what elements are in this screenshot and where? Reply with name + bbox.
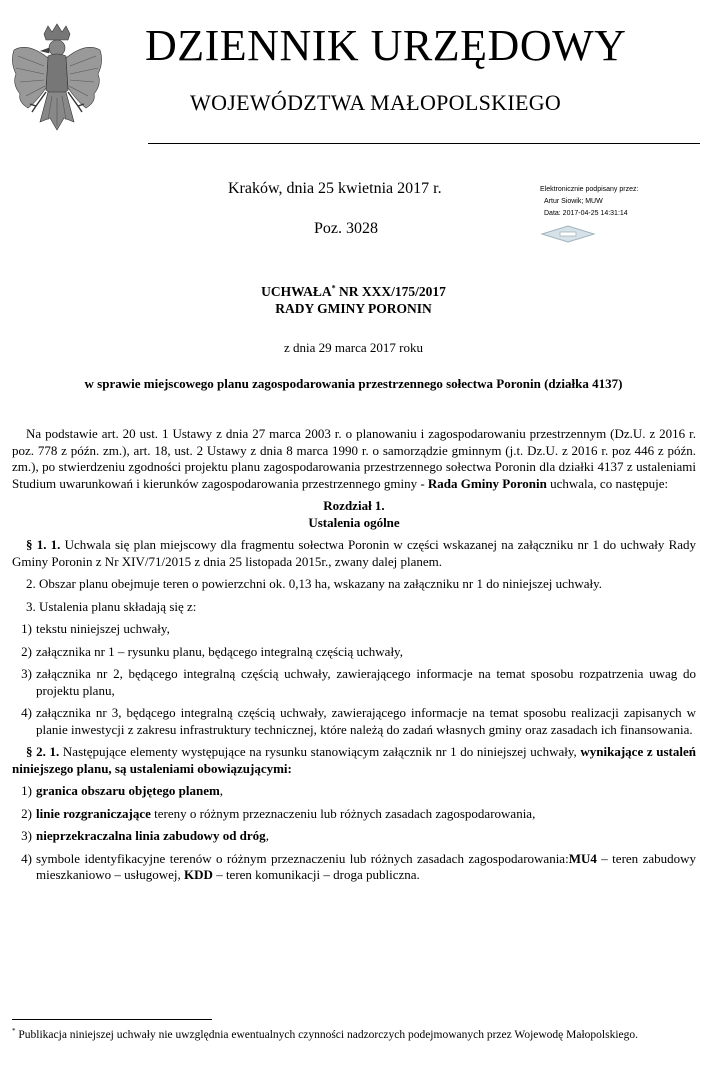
resolution-council: RADY GMINY PORONIN: [275, 301, 432, 316]
list-item-tail: tereny o różnym przeznaczeniu lub różnych zasadach zagospodarowania,: [150, 805, 536, 821]
paragraph-1-mark: § 1. 1.: [26, 537, 61, 552]
list-item-number: 2): [21, 805, 32, 821]
list-item-number: 4): [21, 705, 32, 720]
list-item-number: 2): [21, 643, 32, 659]
list-item: [12, 851, 696, 884]
signature-verification-icon: [540, 224, 596, 244]
resolution-number: NR XXX/175/2017: [335, 284, 446, 299]
list-item: [12, 783, 696, 800]
paragraph-1-3: 3. Ustalenia planu składają się z:: [26, 598, 197, 614]
list-item-text-c: – teren komunikacji – droga publiczna.: [212, 867, 420, 882]
footnote-mark: *: [12, 1027, 16, 1036]
chapter-title: Rozdział 1.: [323, 498, 385, 513]
components-list: [12, 621, 696, 738]
list-item-number: 1): [21, 621, 32, 636]
symbol-mu4: MU4: [568, 850, 597, 866]
list-item: [12, 666, 696, 699]
list-item-text: [36, 851, 696, 884]
list-item: [12, 806, 696, 823]
masthead-divider: [148, 143, 700, 144]
list-item-bold: granica obszaru objętego planem: [36, 783, 220, 798]
paragraph-1-1: [12, 537, 696, 570]
list-item-bold: nieprzekraczalna linia zabudowy od dróg: [36, 828, 266, 843]
esignature-signer: Artur Siowik; MUW: [544, 198, 603, 205]
resolution-subject: w sprawie miejscowego planu zagospodarowania przestrzennego sołectwa Poronin (działka 4137): [84, 376, 623, 391]
list-item-text: [36, 828, 696, 845]
resolution-body: [12, 426, 696, 884]
position-number: Poz. 3028: [314, 220, 378, 237]
list-item-text: załącznika nr 3, będącego integralną częścią uchwały, zawierającego informacje na temat sposobu realizacji zapisanych w planie inwestycji z zakresu infrastruktury technicznej, które należą do zadań własnych gminy oraz zasadach ich finansowania.: [36, 705, 696, 737]
electronic-signature: [540, 184, 700, 220]
list-item-text-a: symbole identyfikacyjne terenów o różnym przeznaczeniu lub różnych zasadach zagospodarowania:: [36, 850, 569, 866]
resolution-footnote-mark: *: [331, 283, 336, 293]
journal-subtitle: WOJEWÓDZTWA MAŁOPOLSKIEGO: [190, 90, 562, 115]
paragraph-2-text: Następujące elementy występujące na rysunku stanowiącym załącznik nr 1 do niniejszej uchwały,: [59, 744, 581, 759]
list-item: [12, 705, 696, 738]
polish-eagle-emblem-icon: [8, 22, 106, 144]
list-item-number: 3): [21, 828, 32, 843]
list-item: [12, 644, 696, 661]
preamble-text: Na podstawie art. 20 ust. 1 Ustawy z dnia 27 marca 2003 r. o planowaniu i zagospodarowaniu przestrzennym (Dz.U. z 2016 r. poz. 778 z późn. zm.), art. 18, ust. 2 Ustawy z dnia 8 marca 1990 r. o samorządzie gminnym (j.t. Dz.U. z 2016 r. poz 446 z późn. zm.), po stwierdzeniu zgodności projektu planu zagospodarowania przestrzennego sołectwa Poronin dla działki 4137 z ustaleniami Studium uwarunkowań i kierunków zagospodarowania przestrzennego gminy -: [12, 426, 696, 491]
list-item-number: 1): [21, 783, 32, 798]
paragraph-2-1: [12, 744, 696, 777]
list-item-text: załącznika nr 2, będącego integralną częścią uchwały, zawierającego informacje na temat sposobu rozpatrzenia uwag do projektu planu,: [36, 666, 696, 698]
preamble-tail: uchwala, co następuje:: [546, 475, 669, 491]
list-item: [12, 621, 696, 638]
list-item-number: 4): [21, 850, 32, 866]
paragraph-1-text: Uchwala się plan miejscowy dla fragmentu sołectwa Poronin w części wskazanej na załączniku nr 1 do uchwały Rady Gminy Poronin z Nr XIV/71/2015 z dnia 25 listopada 2015r., zwany dalej planem.: [12, 537, 697, 569]
chapter-subtitle: Ustalenia ogólne: [308, 514, 400, 530]
list-item: [12, 828, 696, 845]
list-item-text: załącznika nr 1 – rysunku planu, będącego integralną częścią uchwały,: [36, 643, 403, 659]
list-item-tail: ,: [265, 828, 269, 843]
list-item-text: tekstu niniejszej uchwały,: [36, 621, 170, 636]
list-item-text: [36, 783, 696, 800]
symbol-kdd: KDD: [184, 867, 213, 882]
preamble-council: Rada Gminy Poronin: [427, 475, 547, 491]
journal-title: DZIENNIK URZĘDOWY: [145, 21, 627, 70]
list-item-tail: ,: [219, 783, 224, 798]
list-item-text: [36, 806, 696, 823]
footnote: [12, 1028, 696, 1042]
paragraph-1-2: 2. Obszar planu obejmuje teren o powierzchni ok. 0,13 ha, wskazany na załączniku nr 1 do niniejszej uchwały.: [26, 576, 603, 591]
list-item-number: 3): [21, 666, 32, 681]
publication-place-date: Kraków, dnia 25 kwietnia 2017 r.: [228, 180, 442, 197]
resolution-title: [0, 283, 707, 317]
resolution-date: z dnia 29 marca 2017 roku: [284, 340, 423, 355]
chapter-heading: [12, 498, 696, 531]
binding-elements-list: [12, 783, 696, 884]
preamble: [12, 426, 696, 492]
footnote-divider: [12, 1019, 212, 1020]
paragraph-2-mark: § 2. 1.: [26, 744, 60, 759]
resolution-title-main: UCHWAŁA: [261, 284, 332, 299]
esignature-label: Elektronicznie podpisany przez:: [540, 186, 639, 193]
list-item-text-b: – teren zabudowy mieszkaniowo – usługowej,: [36, 850, 696, 882]
paragraph-2-bold: wynikające z ustaleń niniejszego planu, są ustaleniami obowiązującymi:: [12, 744, 696, 776]
esignature-date: Data: 2017-04-25 14:31:14: [544, 210, 628, 217]
footnote-text: Publikacja niniejszej uchwały nie uwzględnia ewentualnych czynności nadzorczych podejmowanych przez Wojewodę Małopolskiego.: [15, 1029, 639, 1041]
list-item-bold: linie rozgraniczające: [36, 805, 151, 821]
